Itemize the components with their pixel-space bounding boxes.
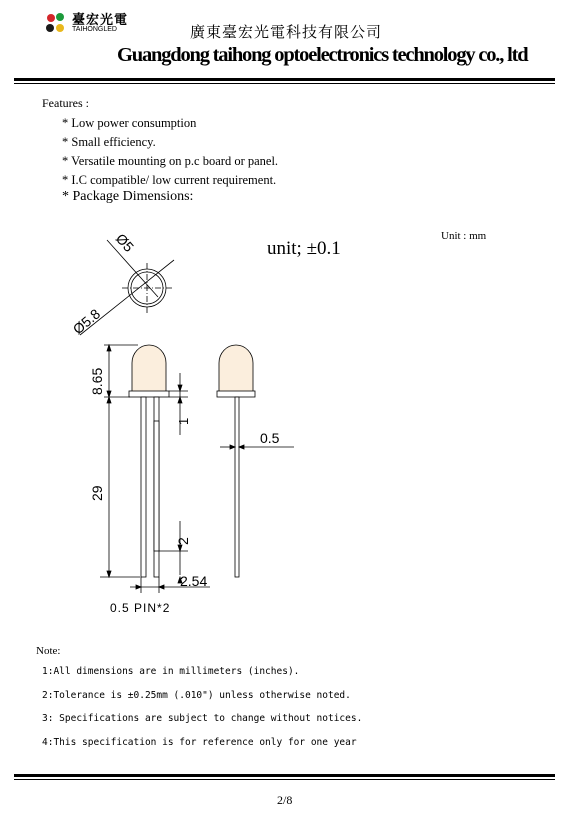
header-divider [14,78,555,81]
feature-text: I.C compatible/ low current requirement. [71,173,277,187]
features-heading: Features : [42,96,89,110]
feature-text: Versatile mounting on p.c board or panel. [71,154,279,168]
notes-list [42,666,362,760]
feature-text: Small efficiency. [71,135,156,149]
company-logo-icon [45,12,71,36]
company-name-cn: 廣東臺宏光電科技有限公司 [190,23,383,41]
dim-standoff: 2 [175,537,191,545]
note-item: 1:All dimensions are in millimeters (inches). [42,666,300,677]
led-package-drawing [60,225,320,625]
company-name-en: Guangdong taihong optoelectronics technology co., ltd [117,44,528,66]
top-view [70,230,174,337]
page-number: 2/8 [277,793,293,807]
feature-item: * I.C compatible/ low current requirement. [62,173,277,187]
notes-heading: Note: [36,645,61,657]
unit-tolerance: unit; ±0.1 [267,238,341,259]
dim-pitch: 2.54 [180,573,208,589]
features-list [62,114,278,190]
dim-pin-note: 0.5 PIN*2 [110,601,171,615]
note-item: 2:Tolerance is ±0.25mm (.010") unless otherwise noted. [42,689,351,701]
header-divider-thin [14,83,555,84]
dim-lead-width: 0.5 [260,430,280,446]
dim-flange-thickness: 1 [176,417,191,425]
unit-label: Unit : mm [441,230,487,242]
note-item: 4:This specification is for reference only for one year [42,736,357,748]
dim-lens-diameter: Ø5 [112,230,138,255]
package-label: Package Dimensions: [72,189,194,204]
feature-text: Low power consumption [71,116,197,130]
note-item: 3: Specifications are subject to change without notices. [42,713,363,724]
package-dimensions-heading: * Package Dimensions: [62,189,194,204]
feature-item: * Small efficiency. [62,135,156,149]
footer-divider [14,774,555,777]
front-view [89,345,210,615]
feature-item: * Low power consumption [62,116,197,130]
feature-item: * Versatile mounting on p.c board or panel. [62,154,279,168]
dim-body-height: 8.65 [89,367,105,395]
side-view [217,345,294,577]
footer-divider-thin [14,779,555,780]
dim-flange-diameter: Ø5.8 [69,305,104,338]
dim-lead-length: 29 [89,485,105,501]
logo-text-en: TAIHONGLED [72,26,117,33]
logo-text-cn: 臺宏光電 [72,13,129,28]
